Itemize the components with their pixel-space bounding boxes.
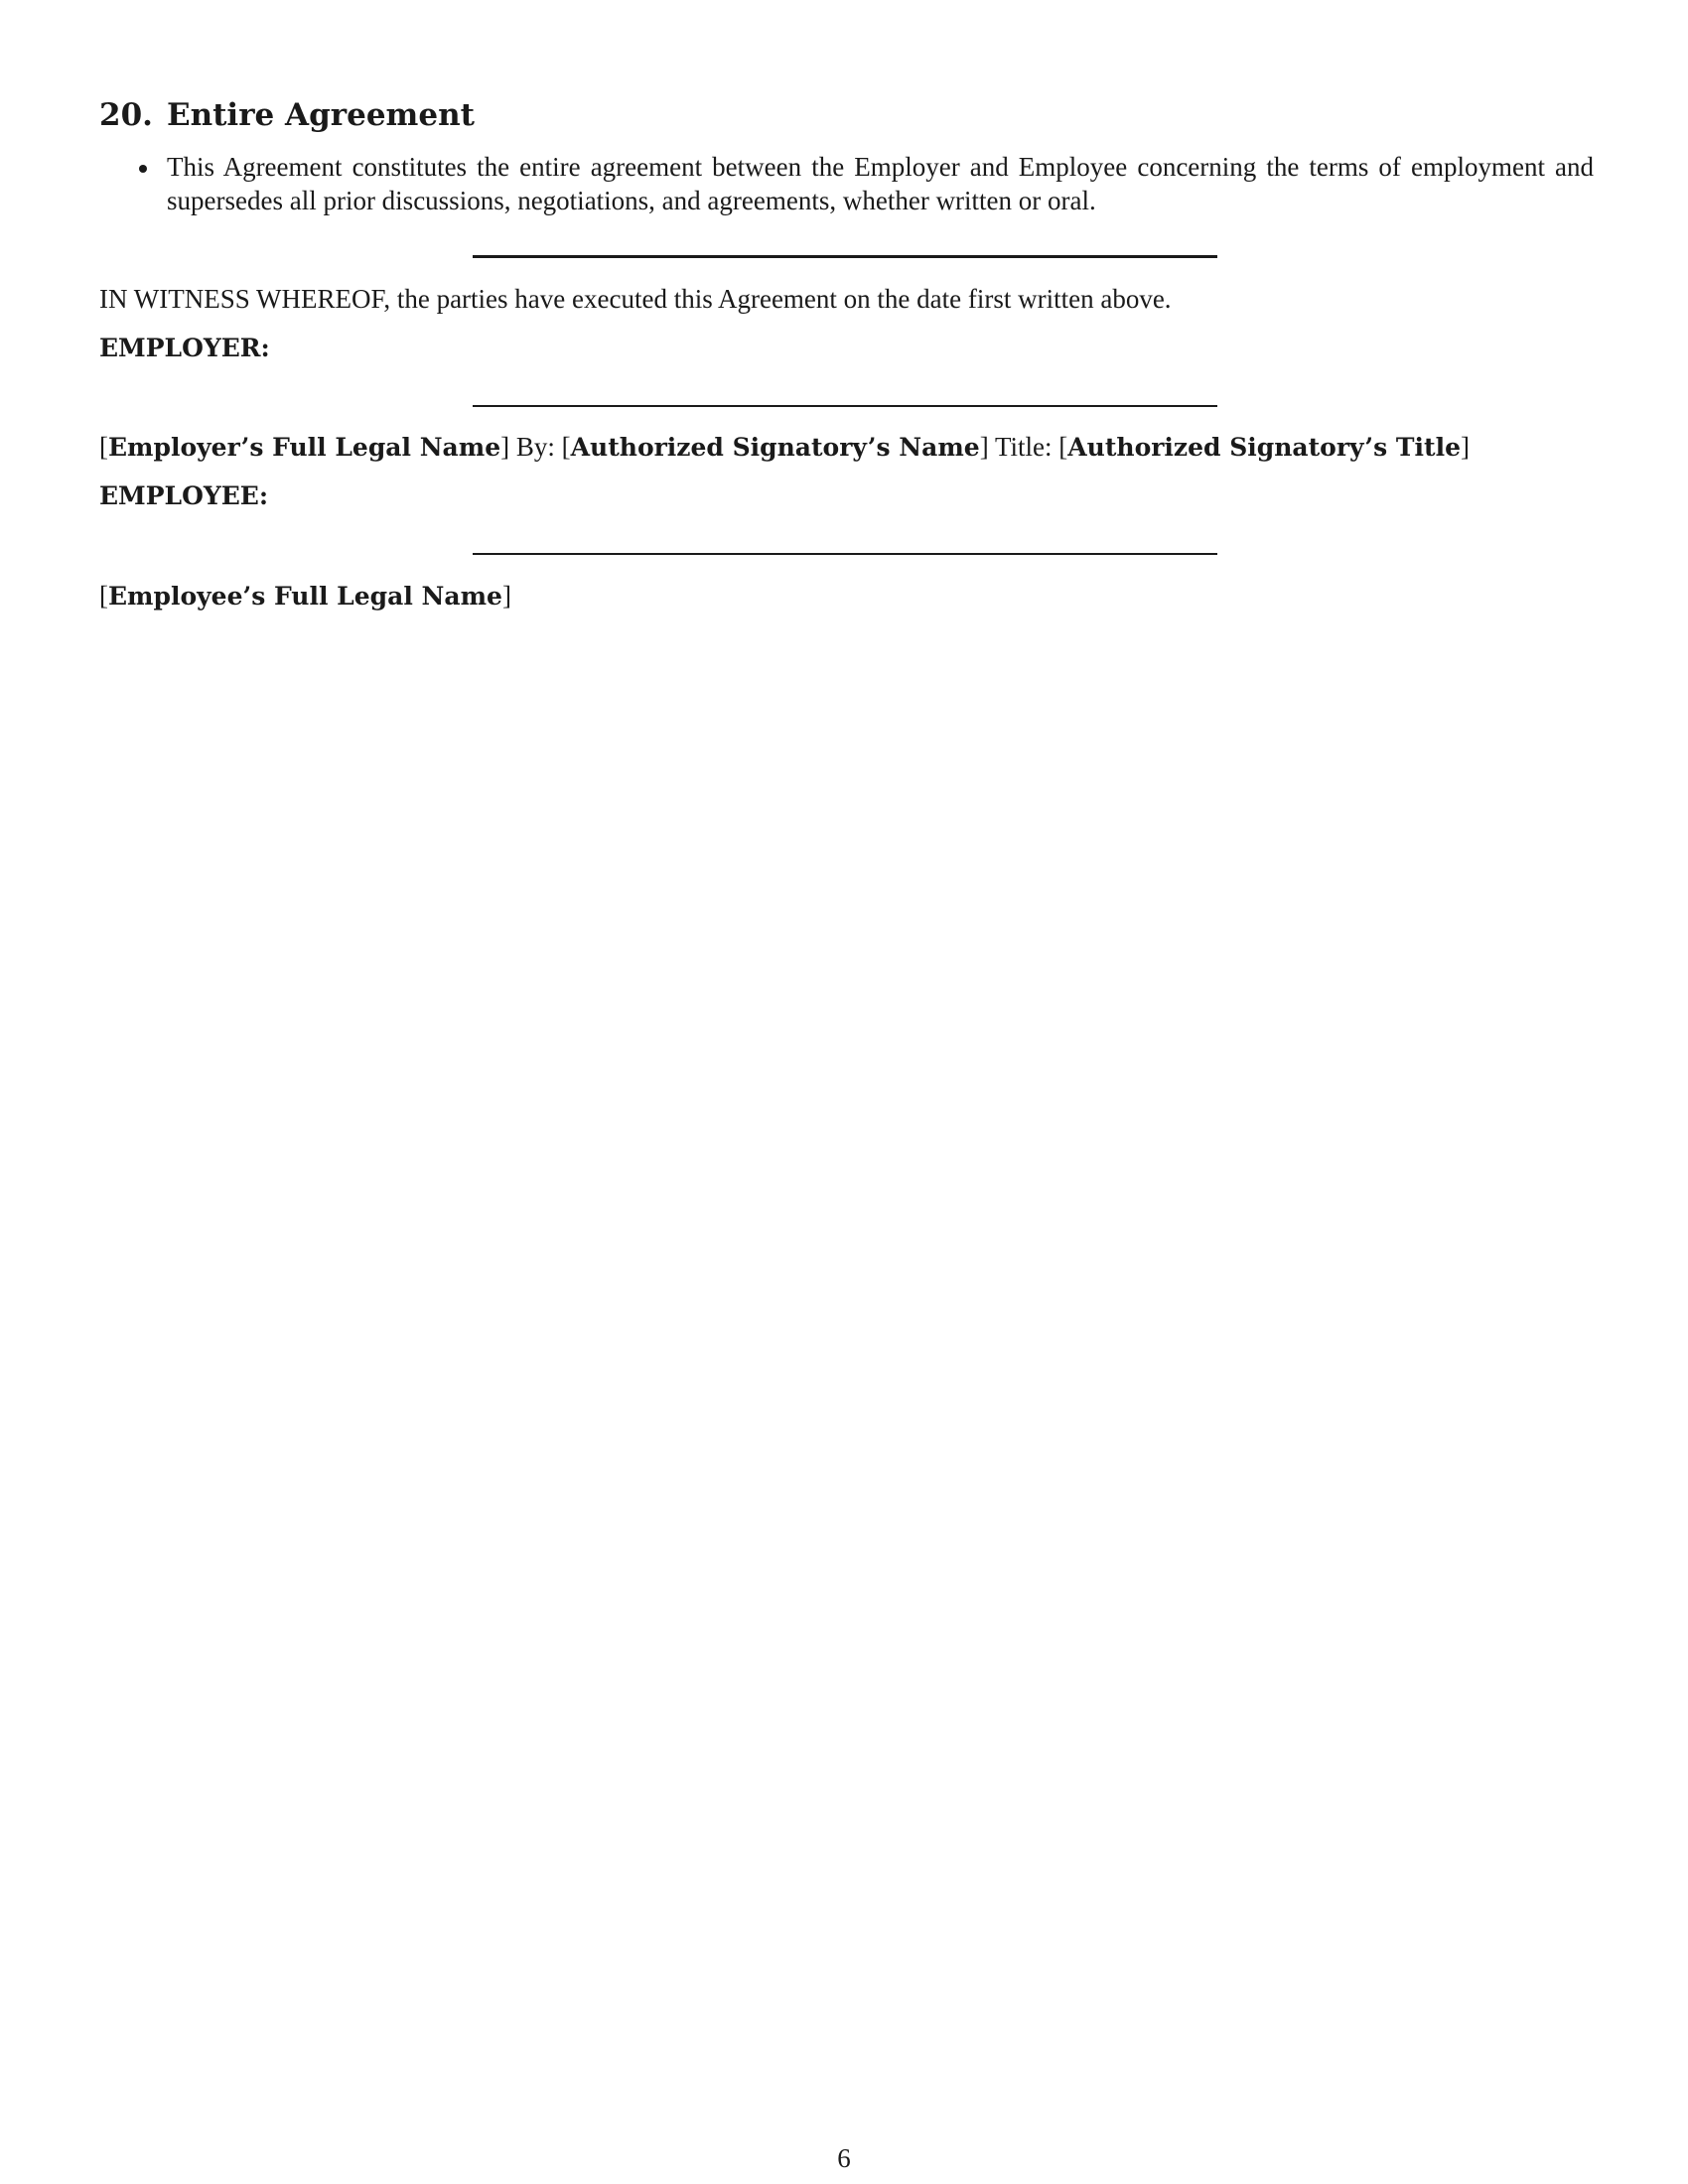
bullet-list — [99, 150, 1594, 217]
employer-label: EMPLOYER: — [99, 334, 270, 362]
employer-signature-line — [473, 405, 1217, 407]
signatory-name-placeholder: Authorized Signatory’s Name — [570, 433, 980, 462]
by-label: By: — [515, 432, 555, 462]
employer-signature-block: [Employer’s Full Legal Name] By: [Authorized Signatory’s Name] Title: [Authorized Signatory’s Title] — [99, 432, 1470, 462]
bullet-icon — [139, 165, 147, 173]
title-label: Title: — [994, 432, 1053, 462]
employee-signature-line — [473, 553, 1217, 555]
signatory-title-placeholder: Authorized Signatory’s Title — [1067, 433, 1461, 462]
witness-clause: IN WITNESS WHEREOF, the parties have executed this Agreement on the date first written above. — [99, 284, 1172, 314]
list-item — [99, 150, 1594, 217]
employee-label: EMPLOYEE: — [99, 481, 269, 510]
section-divider — [473, 255, 1217, 258]
employee-signature-block: [Employee’s Full Legal Name] — [99, 581, 511, 611]
employer-name-placeholder: Employer’s Full Legal Name — [108, 433, 501, 462]
section-number: 20. — [99, 97, 153, 133]
section-title: Entire Agreement — [166, 97, 475, 133]
bullet-text: This Agreement constitutes the entire agreement between the Employer and Employee concerning the terms of employment and supersedes all prior discussions, negotiations, and agreements, whether written or oral. — [167, 152, 1594, 215]
page-number: 6 — [837, 2143, 851, 2173]
employee-name-placeholder: Employee’s Full Legal Name — [108, 582, 502, 611]
section-heading — [99, 95, 475, 135]
